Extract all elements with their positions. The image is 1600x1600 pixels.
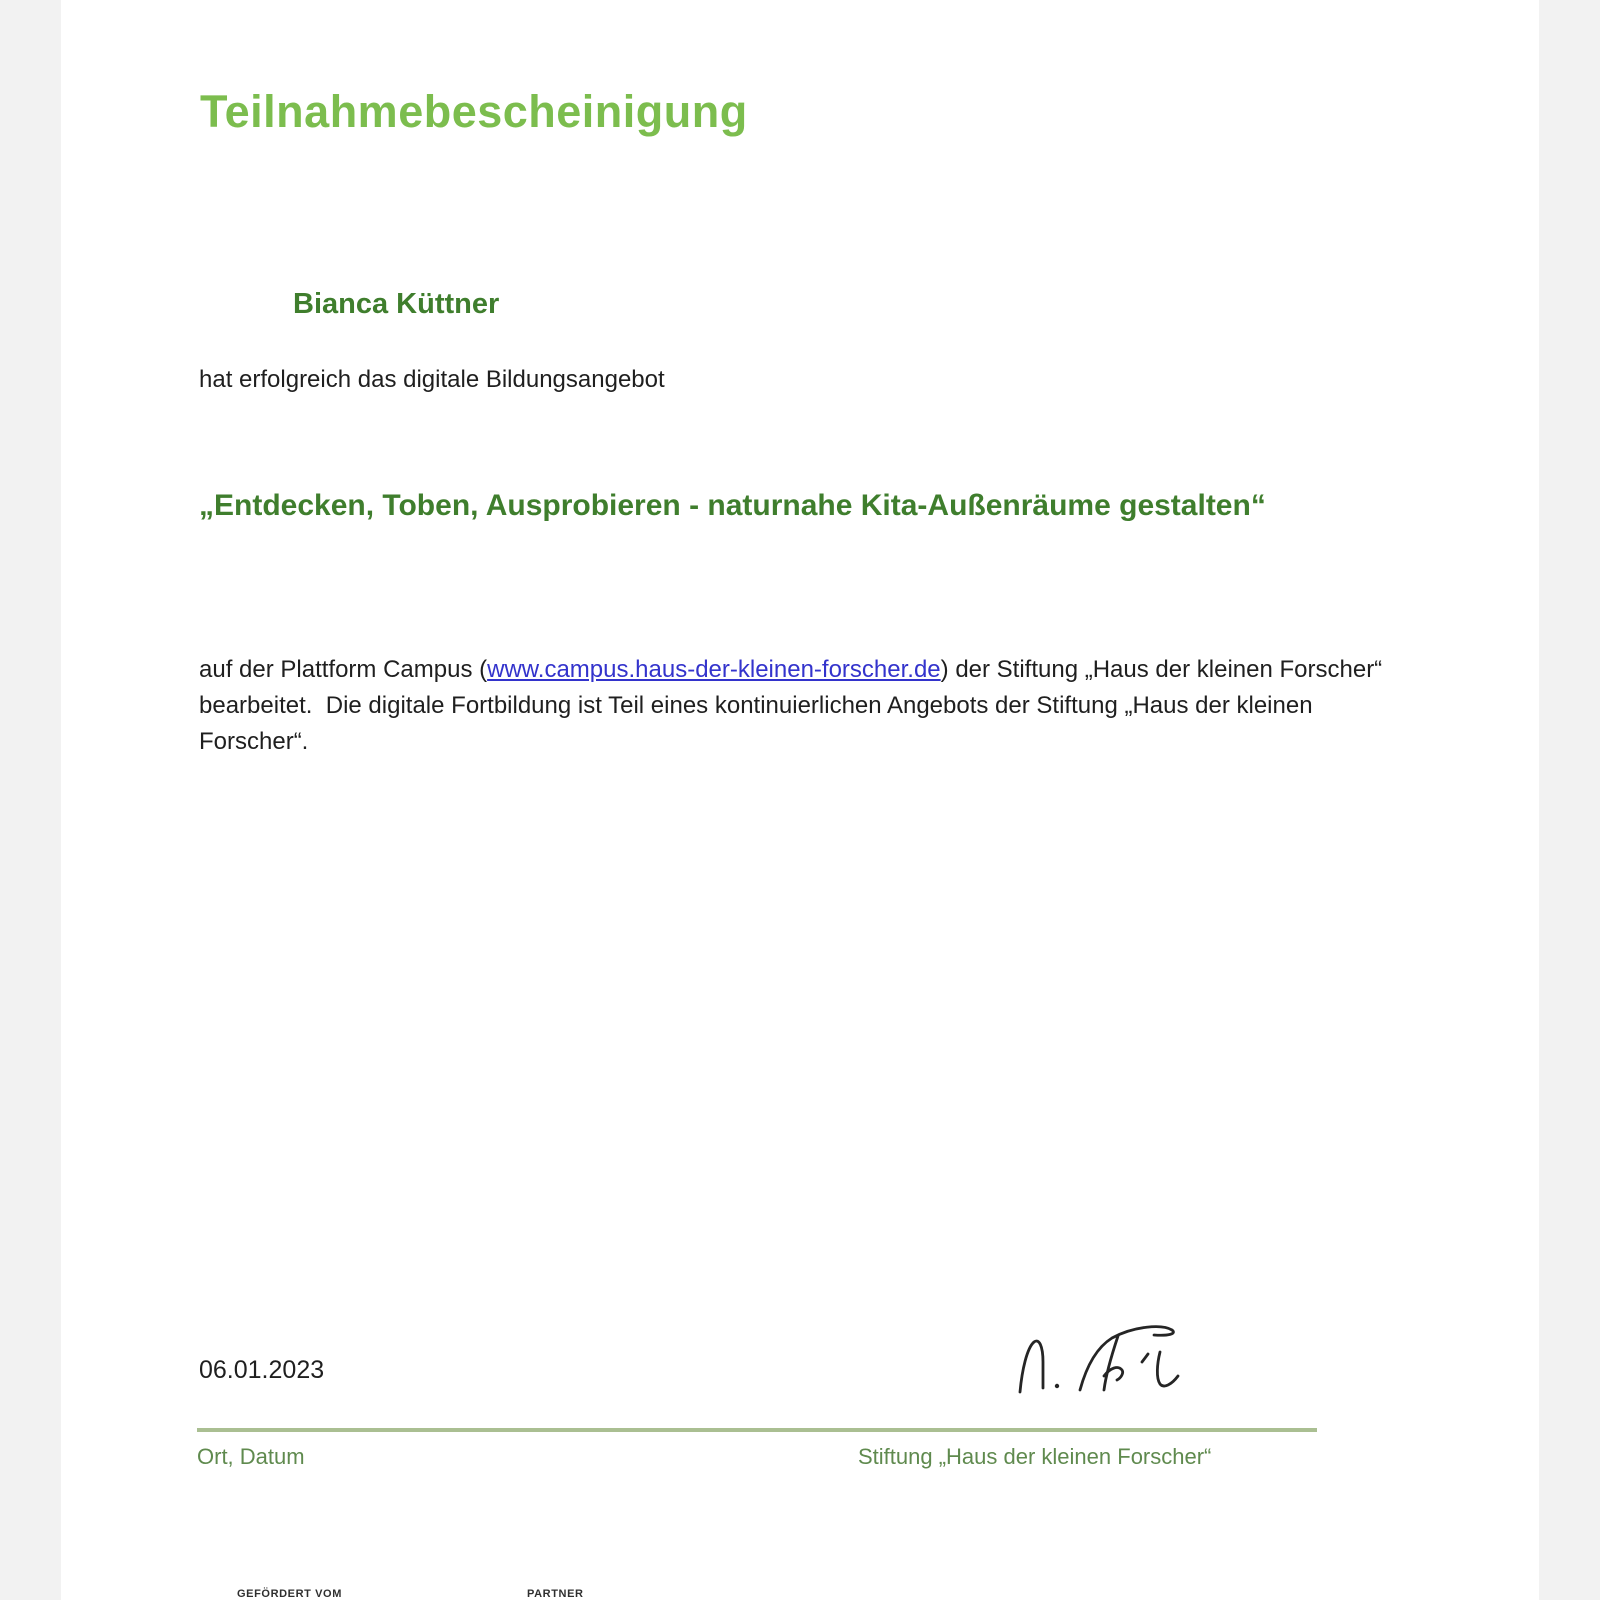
partner-caption: PARTNER: [527, 1588, 584, 1600]
label-ort-datum: Ort, Datum: [197, 1444, 305, 1469]
left-gutter: [0, 0, 61, 1600]
signature-rule: [197, 1428, 1317, 1432]
campus-link[interactable]: www.campus.haus-der-kleinen-forscher.de: [487, 656, 941, 683]
body-text-after-link: ) der Stiftung „Haus der kleinen Forscher“ bearbeitet. Die digitale Fortbildung ist Teil eines kontinuierlichen Angebots der Stiftung „Haus der kleinen Forscher“.: [199, 656, 1389, 755]
certificate-title: Teilnahmebescheinigung: [200, 86, 748, 137]
intro-line: hat erfolgreich das digitale Bildungsangebot: [199, 366, 665, 393]
course-title: „Entdecken, Toben, Ausprobieren - naturnahe Kita-Außenräume gestalten“: [199, 489, 1266, 522]
right-gutter: [1539, 0, 1600, 1600]
recipient-name: Bianca Küttner: [293, 288, 500, 320]
body-text-before-link: auf der Plattform Campus (: [199, 656, 488, 683]
funded-by-caption: GEFÖRDERT VOM: [237, 1588, 342, 1600]
body-paragraph: [199, 652, 1419, 760]
issue-date: 06.01.2023: [199, 1356, 325, 1384]
label-stiftung: Stiftung „Haus der kleinen Forscher“: [858, 1444, 1212, 1469]
signature-handwriting: [1002, 1318, 1222, 1400]
